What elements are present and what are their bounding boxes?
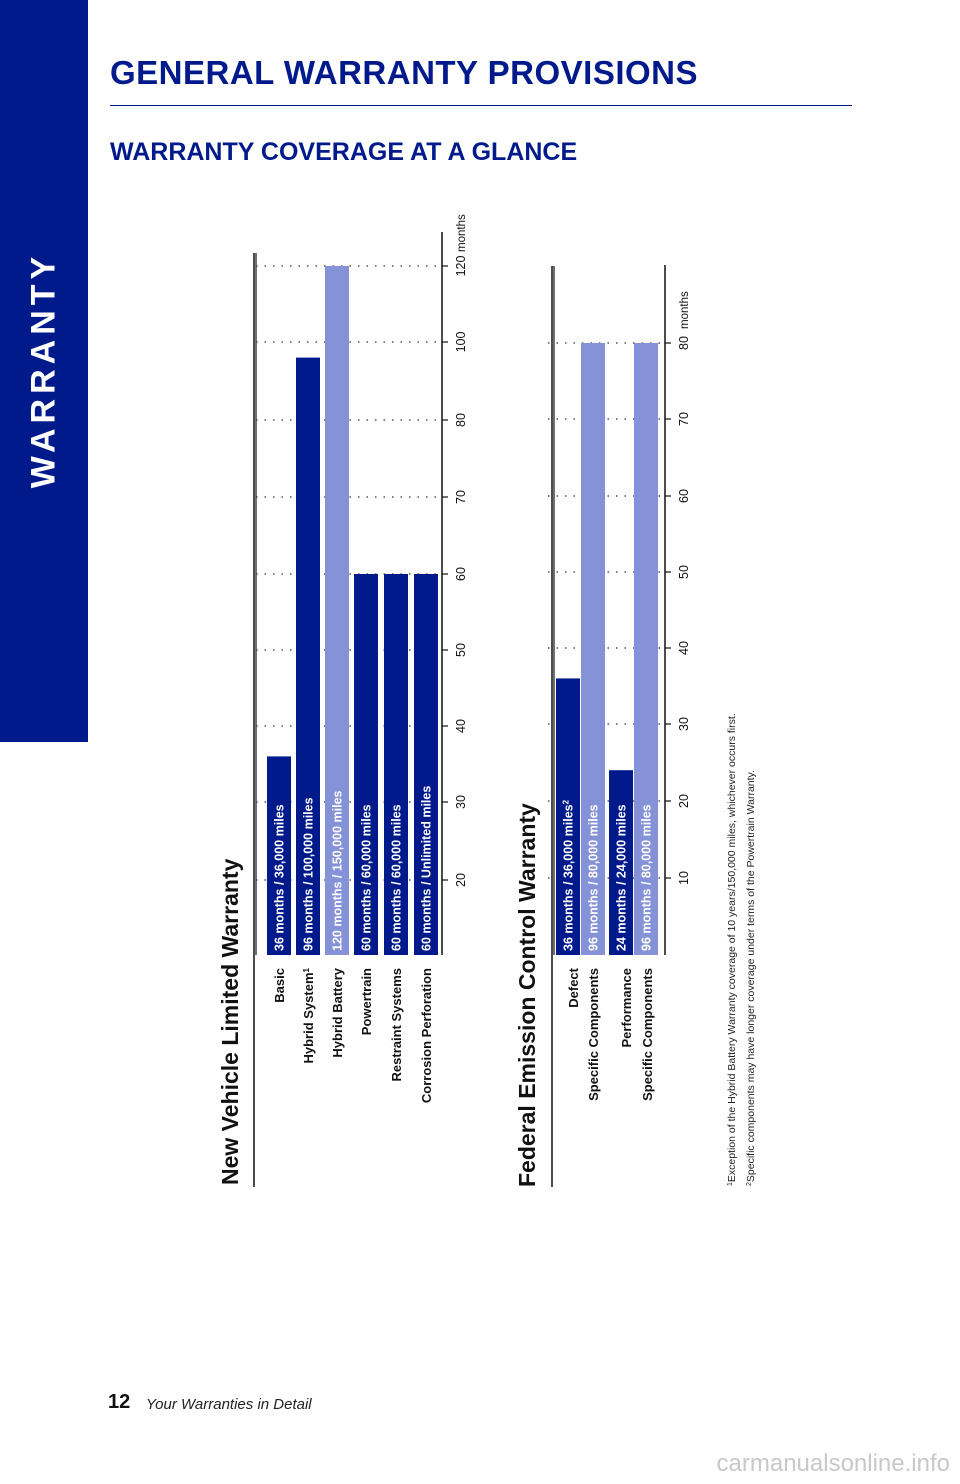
tick-label: 70: [677, 412, 691, 426]
category-label: Powertrain: [359, 968, 374, 1036]
tick-label: 120: [454, 255, 468, 277]
watermark: carmanualsonline.info: [716, 1450, 950, 1477]
tick-label: 80: [677, 336, 691, 350]
tick-label: 30: [677, 717, 691, 731]
footnote-mark: 2: [561, 799, 570, 805]
category-label: Specific Components: [640, 968, 655, 1101]
bar-value-label: 36 months / 36,000 miles$^2$: [561, 799, 576, 951]
footnote: [726, 713, 738, 1186]
category-label: Hybrid System$^1$: [301, 968, 316, 1064]
bar-value-label: 36 months / 36,000 miles: [272, 804, 287, 951]
tick-label: 40: [454, 719, 468, 733]
tick-label: 20: [677, 794, 691, 808]
tick-label: 30: [454, 795, 468, 809]
footnote-mark: 2: [745, 1182, 753, 1186]
bar-value-label: 24 months / 24,000 miles: [614, 804, 629, 951]
footnote-text: Specific components may have longer coverage under terms of the Powertrain Warranty.: [745, 770, 757, 1183]
category-label: Hybrid Battery: [330, 968, 345, 1058]
page-title: GENERAL WARRANTY PROVISIONS: [110, 54, 699, 91]
category-label: Corrosion Perforation: [419, 968, 434, 1104]
tick-label: 40: [677, 641, 691, 655]
axis-unit-label: months: [456, 214, 468, 252]
tick-label: 60: [454, 567, 468, 581]
footnote-mark: 1: [301, 968, 311, 973]
category-label: Specific Components: [586, 968, 601, 1101]
chart-title: Federal Emission Control Warranty: [514, 803, 540, 1187]
chart-title: New Vehicle Limited Warranty: [217, 858, 243, 1185]
bar-value-label: 96 months / 100,000 miles: [301, 797, 316, 951]
category-label: Performance: [619, 968, 634, 1048]
footnote: [745, 770, 757, 1186]
page-number: 12: [108, 1391, 131, 1413]
bar-value-label: 60 months / 60,000 miles: [389, 804, 404, 951]
category-label: Restraint Systems: [389, 968, 404, 1082]
tick-label: 50: [454, 643, 468, 657]
side-tab-label: WARRANTY: [24, 251, 63, 489]
bar-value-label: 96 months / 80,000 miles: [639, 804, 654, 951]
tick-label: 10: [677, 871, 691, 885]
tick-label: 100: [454, 331, 468, 353]
category-label: Basic: [272, 968, 287, 1003]
footnote-mark: 1: [726, 1182, 734, 1186]
page-subtitle: WARRANTY COVERAGE AT A GLANCE: [110, 138, 578, 166]
chart-1: [217, 214, 468, 1187]
axis-unit-label: months: [679, 291, 691, 329]
bar-value-label: 120 months / 150,000 miles: [330, 790, 345, 951]
tick-label: 20: [454, 873, 468, 887]
chart-2: [514, 265, 691, 1187]
footnote-text: Exception of the Hybrid Battery Warranty coverage of 10 years/150,000 miles, whichever occurs first.: [726, 713, 738, 1183]
tick-label: 50: [677, 565, 691, 579]
bar-value-label: 96 months / 80,000 miles: [586, 804, 601, 951]
bar-value-label: 60 months / 60,000 miles: [359, 804, 374, 951]
tick-label: 80: [454, 413, 468, 427]
tick-label: 60: [677, 489, 691, 503]
bar-value-label: 60 months / Unlimited miles: [419, 785, 434, 951]
tick-label: 70: [454, 490, 468, 504]
category-label: Defect: [566, 968, 581, 1008]
footer-caption: Your Warranties in Detail: [146, 1396, 312, 1413]
